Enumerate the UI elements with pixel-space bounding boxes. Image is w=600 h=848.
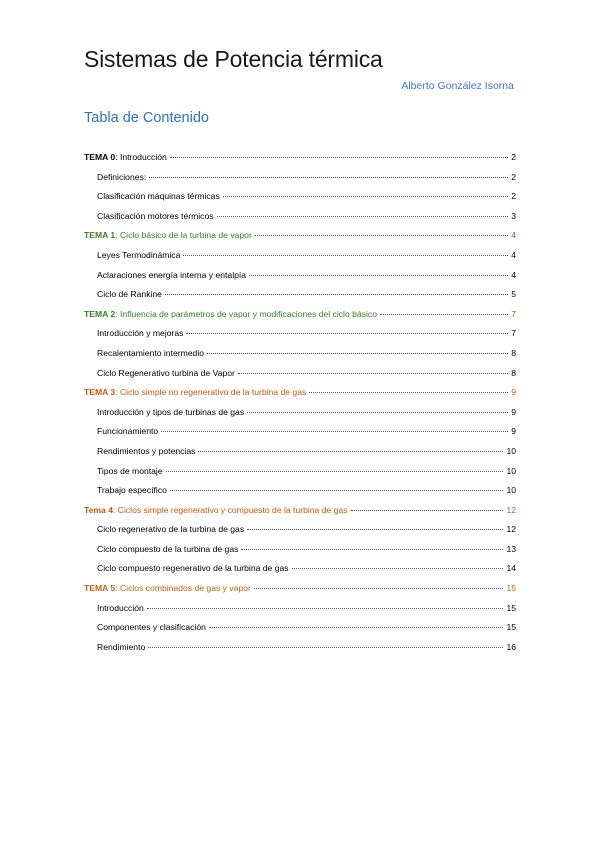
toc-dot-leader	[147, 607, 504, 609]
toc-page-number: 2	[511, 152, 516, 162]
toc-chapter-entry[interactable]	[84, 387, 516, 407]
toc-section-entry[interactable]	[84, 250, 516, 270]
toc-entry-text: Ciclo de Rankine	[97, 289, 162, 300]
toc-entry-label	[97, 563, 291, 574]
toc-chapter-entry[interactable]	[84, 152, 516, 172]
toc-entry-label	[97, 250, 182, 261]
toc-section-entry[interactable]	[84, 172, 516, 192]
toc-entry-text: : Introducción	[115, 152, 167, 162]
toc-dot-leader	[165, 293, 508, 295]
toc-chapter-number: TEMA 2	[84, 308, 116, 319]
toc-chapter-number: Tema 4	[84, 504, 113, 515]
toc-page-number: 9	[511, 387, 516, 398]
toc-dot-leader	[170, 489, 504, 491]
toc-entry-text: Rendimientos y potencias	[97, 445, 196, 456]
toc-section-entry[interactable]	[84, 426, 516, 446]
toc-entry-text: Componentes y clasificación	[97, 622, 206, 633]
toc-entry-label	[84, 309, 379, 320]
toc-page-number: 12	[506, 524, 516, 535]
toc-entry-text: Tipos de montaje	[97, 465, 163, 476]
toc-dot-leader	[247, 411, 508, 413]
toc-dot-leader	[238, 372, 508, 374]
toc-page-number: 16	[506, 641, 516, 652]
toc-entry-text: Introducción y tipos de turbinas de gas	[97, 406, 245, 417]
toc-entry-text: : Ciclos combinados de gas y vapor	[115, 583, 251, 594]
toc-dot-leader	[247, 528, 503, 530]
toc-section-entry[interactable]	[84, 524, 516, 544]
toc-page-number: 3	[511, 210, 516, 221]
toc-entry-label	[84, 230, 254, 241]
toc-entry-text: Ciclo Regenerativo turbina de Vapor	[97, 367, 235, 378]
toc-section-entry[interactable]	[84, 270, 516, 290]
toc-section-entry[interactable]	[84, 348, 516, 368]
toc-page-number: 5	[511, 289, 516, 300]
toc-entry-label	[97, 407, 246, 418]
toc-heading: Tabla de Contenido	[84, 110, 209, 126]
toc-chapter-entry[interactable]	[84, 309, 516, 329]
toc-page-number: 7	[511, 328, 516, 339]
toc-dot-leader	[217, 215, 509, 217]
toc-entry-label	[97, 191, 222, 202]
toc-dot-leader	[148, 646, 503, 648]
toc-chapter-entry[interactable]	[84, 505, 516, 525]
toc-entry-label	[97, 172, 148, 183]
toc-page-number: 10	[506, 465, 516, 476]
toc-dot-leader	[149, 176, 508, 178]
toc-entry-label	[84, 583, 253, 594]
toc-dot-leader	[207, 352, 508, 354]
toc-entry-text: Introducción	[97, 602, 144, 613]
toc-dot-leader	[183, 254, 508, 256]
toc-entry-text: Trabajo específico	[97, 485, 167, 496]
toc-page-number: 8	[511, 367, 516, 378]
toc-dot-leader	[309, 391, 508, 393]
toc-section-entry[interactable]	[84, 622, 516, 642]
toc-page-number: 10	[506, 445, 516, 456]
toc-page-number: 7	[511, 308, 516, 319]
toc-dot-leader	[223, 195, 508, 197]
toc-page-number: 2	[511, 191, 516, 202]
toc-entry-label	[97, 485, 169, 496]
toc-dot-leader	[241, 548, 503, 550]
toc-page-number: 9	[511, 406, 516, 417]
toc-entry-text: : Influencia de parámetros de vapor y modificaciones del ciclo básico	[115, 308, 377, 319]
toc-entry-text: Clasificación motores térmicos	[97, 210, 214, 221]
table-of-contents	[84, 152, 516, 661]
toc-section-entry[interactable]	[84, 211, 516, 231]
toc-dot-leader	[249, 274, 508, 276]
toc-chapter-entry[interactable]	[84, 230, 516, 250]
toc-entry-label	[97, 289, 164, 300]
toc-page-number: 4	[511, 269, 516, 280]
toc-section-entry[interactable]	[84, 368, 516, 388]
toc-entry-text: Introducción y mejoras	[97, 328, 184, 339]
toc-section-entry[interactable]	[84, 289, 516, 309]
toc-chapter-number: TEMA 1	[84, 230, 116, 241]
toc-dot-leader	[255, 234, 508, 236]
toc-entry-text: Clasificación máquinas térmicas	[97, 191, 220, 202]
toc-dot-leader	[292, 567, 504, 569]
toc-page-number: 4	[511, 230, 516, 241]
toc-chapter-number: TEMA 5	[84, 583, 116, 594]
toc-entry-label	[97, 211, 216, 222]
toc-section-entry[interactable]	[84, 328, 516, 348]
toc-entry-label	[97, 603, 146, 614]
toc-entry-label	[84, 387, 308, 398]
toc-dot-leader	[198, 450, 503, 452]
toc-dot-leader	[254, 587, 504, 589]
toc-entry-label	[97, 544, 240, 555]
toc-page-number: 15	[506, 602, 516, 613]
toc-entry-label	[97, 426, 160, 437]
toc-section-entry[interactable]	[84, 191, 516, 211]
toc-entry-label	[97, 642, 147, 653]
toc-entry-text: Ciclo compuesto regenerativo de la turbina de gas	[97, 563, 289, 574]
toc-page-number: 15	[506, 583, 516, 594]
toc-page-number: 10	[506, 485, 516, 496]
toc-dot-leader	[161, 430, 508, 432]
toc-entry-text: : Ciclos simple regenerativo y compuesto de la turbina de gas	[112, 504, 348, 515]
toc-entry-label	[97, 622, 208, 633]
toc-chapter-entry[interactable]	[84, 583, 516, 603]
toc-page-number: 2	[511, 171, 516, 182]
toc-page-number: 9	[511, 426, 516, 437]
toc-entry-label	[97, 368, 237, 379]
toc-page-number: 4	[511, 249, 516, 260]
toc-page-number: 15	[506, 622, 516, 633]
document-title: Sistemas de Potencia térmica	[84, 46, 383, 72]
toc-dot-leader	[351, 509, 504, 511]
toc-entry-label	[97, 466, 165, 477]
toc-entry-text: Ciclo regenerativo de la turbina de gas	[97, 524, 245, 535]
toc-section-entry[interactable]	[84, 446, 516, 466]
toc-dot-leader	[170, 156, 508, 158]
toc-section-entry[interactable]	[84, 642, 516, 662]
toc-entry-text: Ciclo compuesto de la turbina de gas	[97, 543, 239, 554]
toc-entry-label	[97, 270, 248, 281]
toc-entry-label	[97, 524, 246, 535]
toc-dot-leader	[166, 470, 504, 472]
toc-entry-text: Rendimiento	[97, 641, 146, 652]
toc-entry-text: Definiciones:	[97, 171, 147, 182]
toc-page-number: 8	[511, 347, 516, 358]
toc-entry-text: Funcionamiento	[97, 426, 159, 437]
toc-chapter-number: TEMA 3	[84, 387, 116, 398]
toc-entry-text: : Ciclo básico de la turbina de vapor	[115, 230, 252, 241]
toc-entry-text: Leyes Termodinámica	[97, 249, 181, 260]
toc-section-entry[interactable]	[84, 563, 516, 583]
toc-section-entry[interactable]	[84, 544, 516, 564]
toc-page-number: 13	[506, 543, 516, 554]
toc-page-number: 14	[506, 563, 516, 574]
toc-dot-leader	[209, 626, 504, 628]
toc-section-entry[interactable]	[84, 466, 516, 486]
toc-page-number: 12	[506, 504, 516, 515]
toc-entry-label	[97, 348, 206, 359]
toc-entry-label	[84, 152, 169, 163]
toc-dot-leader	[186, 332, 508, 334]
toc-section-entry[interactable]	[84, 603, 516, 623]
toc-chapter-number: TEMA 0	[84, 152, 116, 162]
document-author: Alberto González Isorna	[401, 80, 514, 92]
toc-section-entry[interactable]	[84, 407, 516, 427]
toc-entry-label	[97, 446, 197, 457]
toc-dot-leader	[380, 313, 508, 315]
toc-entry-text: : Ciclo simple no regenerativo de la turbina de gas	[115, 387, 307, 398]
toc-entry-label	[84, 505, 350, 516]
toc-section-entry[interactable]	[84, 485, 516, 505]
toc-entry-label	[97, 328, 185, 339]
toc-entry-text: Aclaraciones energía interna y entalpía	[97, 269, 247, 280]
toc-entry-text: Recalentamiento intermedio	[97, 347, 205, 358]
